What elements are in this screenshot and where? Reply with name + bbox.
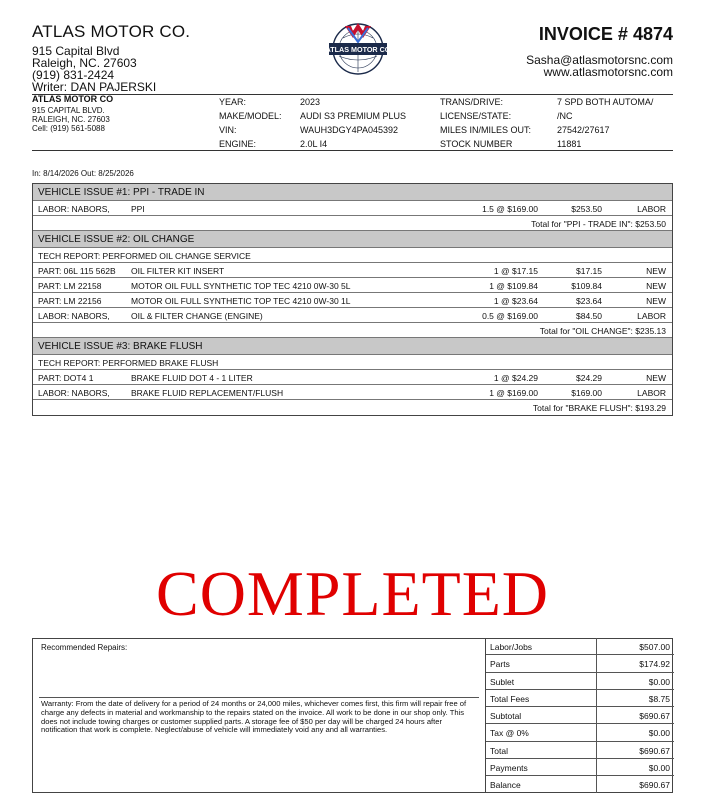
totals-table [485, 638, 674, 793]
warranty-text: Warranty: From the date of delivery for a period of 24 months or 24,000 miles, whichever comes first, this firm will repair free of charge any defects in material and workmanship to the repairs stated on the invoice. All work to be done in our shop only. This does not include towing charges or customer supplied parts. A storage fee of $50 per day will be charged 24 hours after notification that work is complete. Neglect/abuse of vehicle will immediately void any and all warranties. [41, 699, 467, 735]
table-row [33, 385, 672, 400]
issue-title: VEHICLE ISSUE #2: OIL CHANGE [38, 234, 195, 245]
issue-total: Total for "BRAKE FLUSH": $193.29 [532, 403, 666, 413]
completed-stamp: COMPLETED [156, 558, 549, 629]
totals-value: $690.67 [639, 780, 670, 790]
totals-label: Tax @ 0% [490, 728, 529, 739]
info-top-divider [32, 94, 673, 95]
totals-label: Parts [490, 659, 510, 670]
trans-drive-label: TRANS/DRIVE: [440, 97, 504, 107]
line-description: BRAKE FLUID REPLACEMENT/FLUSH [131, 388, 284, 398]
totals-value: $507.00 [639, 642, 670, 652]
engine-value: 2.0L I4 [300, 139, 328, 149]
line-part: LABOR: NABORS, [38, 388, 110, 398]
year-label: YEAR: [219, 97, 247, 107]
line-type: LABOR [637, 311, 666, 321]
line-type: NEW [646, 266, 666, 276]
line-part: PART: LM 22158 [38, 281, 102, 291]
line-amount: $23.64 [576, 296, 602, 306]
service-writer: Writer: DAN PAJERSKI [32, 80, 157, 94]
tech-report: TECH REPORT: PERFORMED OIL CHANGE SERVICE [38, 251, 251, 261]
customer-street: 915 CAPITAL BLVD. [32, 106, 105, 115]
totals-label: Sublet [490, 676, 515, 687]
totals-label: Labor/Jobs [490, 642, 533, 652]
year-value: 2023 [300, 97, 321, 107]
line-amount: $109.84 [571, 281, 602, 291]
totals-value: $0.00 [648, 676, 670, 687]
issue-header [33, 184, 672, 201]
contact-website[interactable]: www.atlasmotorsnc.com [543, 65, 673, 79]
issue-total-row [33, 400, 672, 415]
issue-total-row [33, 216, 672, 231]
tech-report: TECH REPORT: PERFORMED BRAKE FLUSH [38, 358, 219, 368]
totals-value: $690.67 [639, 745, 670, 756]
customer-name: ATLAS MOTOR CO [32, 94, 114, 104]
line-amount: $84.50 [576, 311, 602, 321]
totals-value: $8.75 [648, 693, 670, 704]
invoice-title: INVOICE # 4874 [538, 24, 673, 44]
totals-label: Subtotal [490, 711, 522, 721]
line-description: MOTOR OIL FULL SYNTHETIC TOP TEC 4210 0W-30 1L [131, 296, 351, 306]
issue-title: VEHICLE ISSUE #3: BRAKE FLUSH [38, 341, 203, 352]
company-phone: (919) 831-2424 [32, 68, 115, 82]
totals-label: Payments [490, 762, 528, 773]
trans-drive-value: 7 SPD BOTH AUTOMA/ [557, 97, 654, 107]
line-amount: $253.50 [571, 204, 602, 214]
summary-box [32, 638, 673, 793]
line-description: PPI [131, 204, 145, 214]
company-name: ATLAS MOTOR CO. [32, 22, 191, 41]
issue-total-row [33, 323, 672, 338]
line-part: LABOR: NABORS, [38, 311, 110, 321]
line-description: OIL FILTER KIT INSERT [131, 266, 225, 276]
stock-number-label: STOCK NUMBER [440, 139, 513, 149]
issue-header [33, 338, 672, 355]
line-quantity: 1 @ $24.29 [493, 373, 538, 383]
issue-total: Total for "PPI - TRADE IN": $253.50 [531, 219, 666, 229]
totals-value: $0.00 [648, 728, 670, 739]
issue-header [33, 231, 672, 248]
make-model-label: MAKE/MODEL: [219, 111, 282, 121]
line-amount: $17.15 [576, 266, 602, 276]
totals-row-fees [486, 690, 674, 707]
table-row [33, 370, 672, 385]
info-bottom-divider [32, 150, 673, 151]
line-type: LABOR [637, 204, 666, 214]
line-quantity: 1 @ $17.15 [493, 266, 538, 276]
table-row [33, 293, 672, 308]
issue-total: Total for "OIL CHANGE": $235.13 [539, 326, 666, 336]
line-description: OIL & FILTER CHANGE (ENGINE) [131, 311, 263, 321]
line-type: NEW [646, 281, 666, 291]
line-description: BRAKE FLUID DOT 4 - 1 LITER [131, 373, 253, 383]
tech-report-row [33, 355, 672, 370]
totals-row-balance [486, 776, 674, 793]
totals-row-tax [486, 724, 674, 741]
line-type: NEW [646, 296, 666, 306]
totals-value: $690.67 [639, 711, 670, 721]
line-quantity: 1 @ $169.00 [489, 388, 538, 398]
totals-row-sublet [486, 673, 674, 690]
line-part: PART: 06L 115 562B [38, 266, 116, 276]
line-amount: $24.29 [576, 373, 602, 383]
warranty-divider [39, 697, 479, 698]
line-quantity: 1 @ $23.64 [493, 296, 538, 306]
line-part: PART: DOT4 1 [38, 373, 94, 383]
line-part: PART: LM 22156 [38, 296, 102, 306]
miles-label: MILES IN/MILES OUT: [440, 125, 532, 135]
license-state-value: /NC [557, 111, 573, 121]
customer-cell: Cell: (919) 561-5088 [32, 124, 105, 133]
customer-city: RALEIGH, NC. 27603 [32, 115, 110, 124]
company-address-city: Raleigh, NC. 27603 [32, 56, 137, 70]
logo-graphic [323, 16, 393, 76]
totals-row-labor [486, 638, 674, 655]
totals-label: Total Fees [490, 693, 530, 704]
vehicle-issues-table [32, 183, 673, 416]
in-out-dates: In: 8/14/2026 Out: 8/25/2026 [32, 169, 134, 178]
totals-value: $0.00 [648, 762, 670, 773]
totals-label: Balance [490, 780, 521, 790]
tech-report-row [33, 248, 672, 263]
totals-label: Total [490, 745, 508, 756]
line-type: LABOR [637, 388, 666, 398]
contact-email[interactable]: Sasha@atlasmotorsnc.com [526, 53, 673, 67]
issue-title: VEHICLE ISSUE #1: PPI - TRADE IN [38, 187, 205, 198]
miles-value: 27542/27617 [557, 125, 610, 135]
table-row [33, 263, 672, 278]
license-state-label: LICENSE/STATE: [440, 111, 512, 121]
totals-row-payments [486, 759, 674, 776]
totals-row-total [486, 742, 674, 759]
company-address-street: 915 Capital Blvd [32, 44, 120, 58]
make-model-value: AUDI S3 PREMIUM PLUS [300, 111, 407, 121]
line-description: MOTOR OIL FULL SYNTHETIC TOP TEC 4210 0W-30 5L [131, 281, 351, 291]
engine-label: ENGINE: [219, 139, 257, 149]
line-amount: $169.00 [571, 388, 602, 398]
vin-value: WAUH3DGY4PA045392 [300, 125, 399, 135]
line-part: LABOR: NABORS, [38, 204, 110, 214]
recommended-repairs-label: Recommended Repairs: [41, 643, 128, 652]
logo-wordmark: ATLAS MOTOR CO [325, 45, 391, 54]
totals-row-parts [486, 655, 674, 672]
vin-label: VIN: [219, 125, 237, 135]
totals-value: $174.92 [639, 659, 670, 670]
line-quantity: 1 @ $109.84 [489, 281, 538, 291]
atlas-logo [323, 16, 393, 76]
stock-number-value: 11881 [557, 139, 582, 149]
line-type: NEW [646, 373, 666, 383]
table-row [33, 308, 672, 323]
line-quantity: 0.5 @ $169.00 [482, 311, 538, 321]
totals-row-subtotal [486, 707, 674, 724]
table-row [33, 278, 672, 293]
line-quantity: 1.5 @ $169.00 [482, 204, 538, 214]
table-row [33, 201, 672, 216]
